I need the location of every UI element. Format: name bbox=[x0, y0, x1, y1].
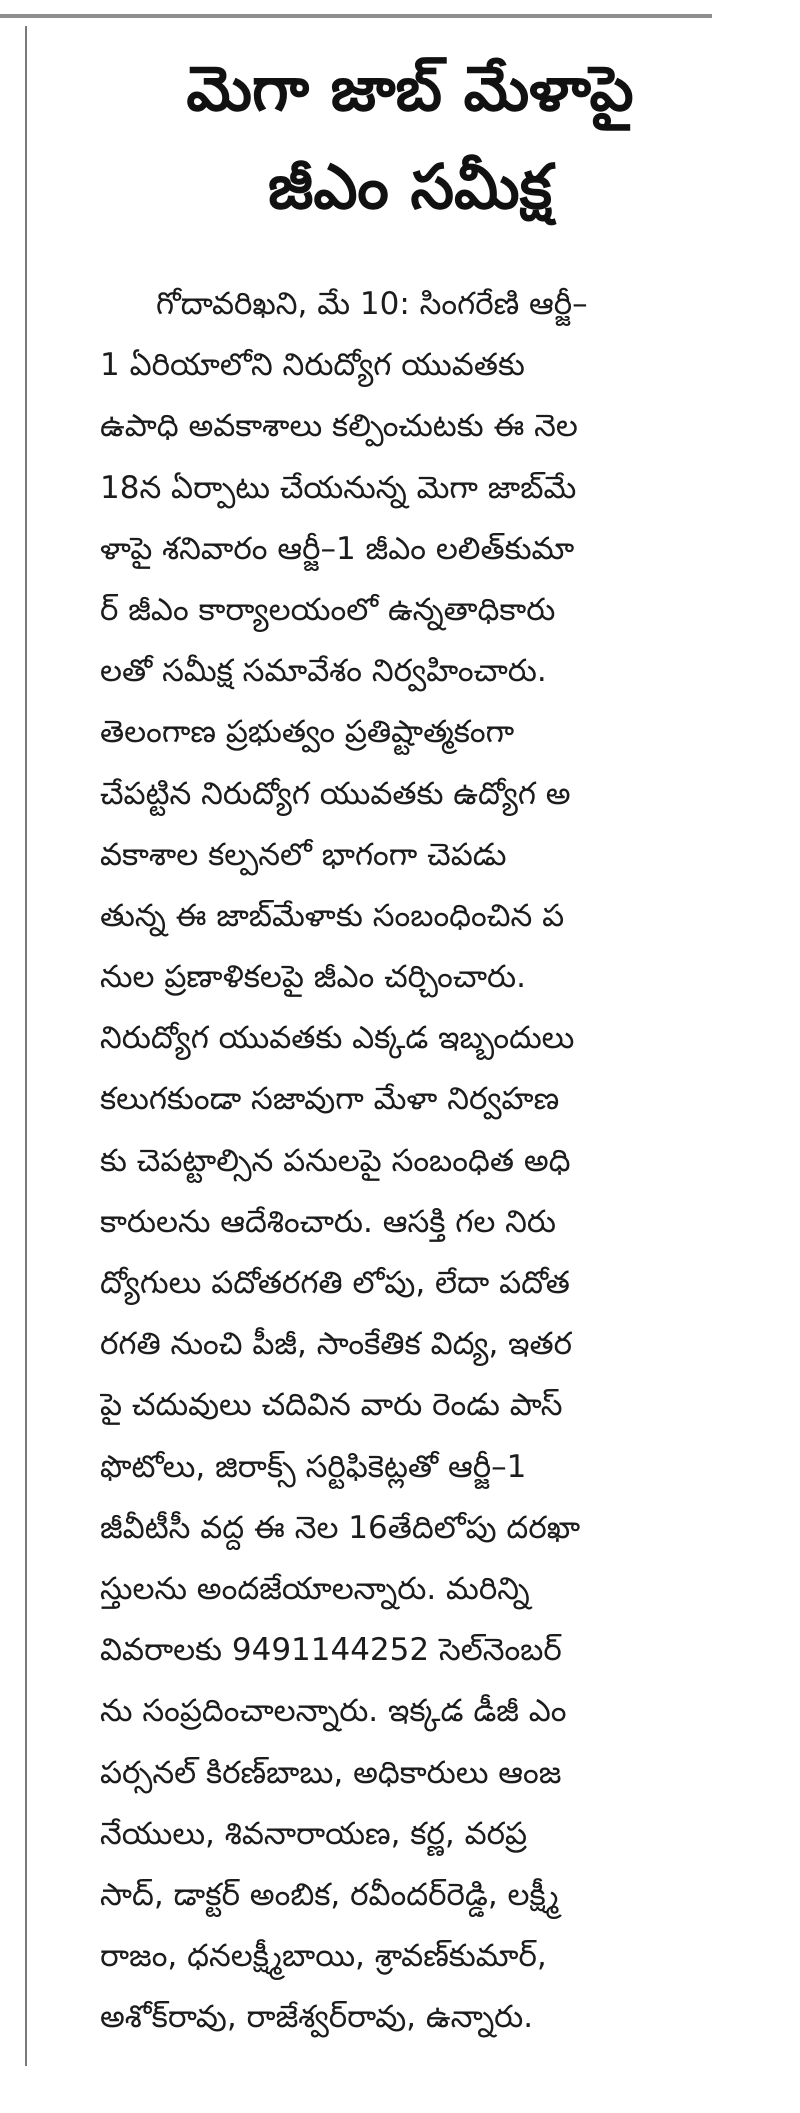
body-line: నుల ప్రణాళికలపై జీఎం చర్చించారు. bbox=[100, 959, 527, 996]
top-rule bbox=[0, 14, 712, 18]
headline bbox=[100, 40, 720, 236]
body-line: రాజం, ధనలక్ష్మీబాయి, శ్రావణ్‌కుమార్‌, bbox=[100, 1938, 547, 1975]
body-line: పర్సనల్‌ కిరణ్‌బాబు, అధికారులు ఆంజ bbox=[100, 1754, 562, 1791]
body-line: తున్న ఈ జాబ్‌మేళాకు సంబంధించిన ప bbox=[100, 897, 565, 934]
body-line: ఫొటోలు, జిరాక్స్‌ సర్టిఫికెట్లతో ఆర్జీ–1 bbox=[100, 1448, 527, 1485]
headline-line: మెగా జాబ్‌ మేళాపై bbox=[186, 52, 634, 125]
body-line: ళాపై శనివారం ఆర్జీ–1 జీఎం లలిత్‌కుమా bbox=[100, 530, 575, 567]
body-line: 18న ఏర్పాటు చేయనున్న మెగా జాబ్‌మే bbox=[100, 469, 577, 506]
body-line: తెలంగాణ ప్రభుత్వం ప్రతిష్టాత్మకంగా bbox=[100, 714, 515, 751]
body-line: స్తులను అందజేయాలన్నారు. మరిన్ని bbox=[100, 1570, 530, 1607]
article-body bbox=[100, 274, 720, 2048]
body-line: పై చదువులు చదివిన వారు రెండు పాస్‌ bbox=[100, 1387, 563, 1424]
body-line: రగతి నుంచి పీజీ, సాంకేతిక విద్య, ఇతర bbox=[100, 1326, 573, 1363]
body-line: ద్యోగులు పదోతరగతి లోపు, లేదా పదోత bbox=[100, 1265, 570, 1301]
body-line: ర్‌ జీఎం కార్యాలయంలో ఉన్నతాధికారు bbox=[100, 591, 556, 628]
body-line: వివరాలకు 9491144252 సెల్‌నెంబర్‌ bbox=[100, 1632, 562, 1669]
body-line: అశోక్‌రావు, రాజేశ్వర్‌రావు, ఉన్నారు. bbox=[100, 1999, 534, 2036]
body-line: చేపట్టిన నిరుద్యోగ యువతకు ఉద్యోగ అ bbox=[100, 775, 571, 812]
body-line: జీవీటీసీ వద్ద ఈ నెల 16తేదిలోపు దరఖా bbox=[100, 1509, 581, 1546]
body-line: వకాశాల కల్పనలో భాగంగా చెపడు bbox=[100, 836, 507, 873]
body-line: నేయులు, శివనారాయణ, కర్ణ, వరప్ర bbox=[100, 1815, 528, 1852]
body-line: నిరుద్యోగ యువతకు ఎక్కడ ఇబ్బందులు bbox=[100, 1020, 575, 1057]
body-line: లతో సమీక్ష సమావేశం నిర్వహించారు. bbox=[100, 653, 547, 690]
body-line: ను సంప్రదించాలన్నారు. ఇక్కడ డీజీ ఎం bbox=[100, 1693, 567, 1730]
body-line: ఉపాధి అవకాశాలు కల్పించుటకు ఈ నెల bbox=[100, 408, 578, 445]
column-rule bbox=[25, 26, 27, 2066]
body-line: సాద్‌, డాక్టర్‌ అంబిక, రవీందర్‌రెడ్డి, లక్ష్మీ bbox=[100, 1876, 559, 1913]
body-line: గోదావరిఖని, మే 10: సింగరేణి ఆర్జీ– bbox=[156, 286, 588, 322]
news-article bbox=[100, 40, 720, 2048]
headline-line: జీఎం సమీక్ష bbox=[268, 150, 552, 223]
body-line: కారులను ఆదేశించారు. ఆసక్తి గల నిరు bbox=[100, 1203, 557, 1240]
body-line: 1 ఏరియాలోని నిరుద్యోగ యువతకు bbox=[100, 347, 525, 384]
body-line: కలుగకుండా సజావుగా మేళా నిర్వహణ bbox=[100, 1081, 560, 1118]
body-line: కు చెపట్టాల్సిన పనులపై సంబంధిత అధి bbox=[100, 1142, 571, 1179]
